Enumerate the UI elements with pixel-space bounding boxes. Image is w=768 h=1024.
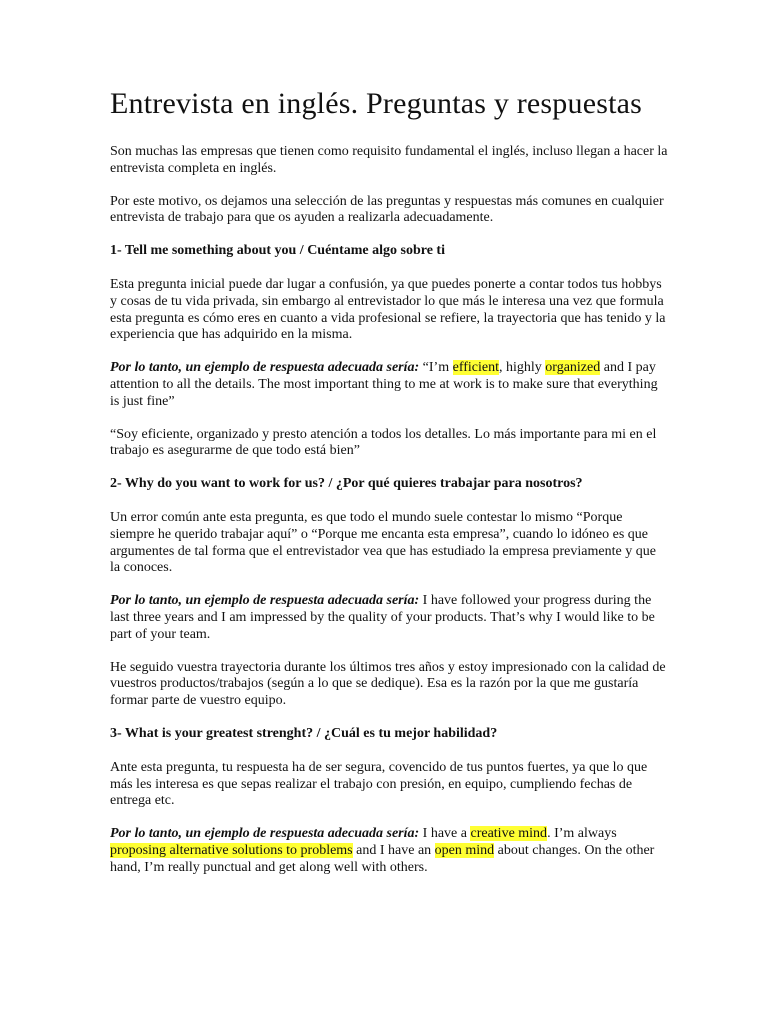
- intro-paragraph-1: Son muchas las empresas que tienen como requisito fundamental el inglés, incluso llegan a hacer la entrevista completa en inglés.: [110, 144, 668, 176]
- question-3-heading: 3- What is your greatest strenght? / ¿Cuál es tu mejor habilidad?: [110, 725, 498, 741]
- answer-text: and I have an: [352, 842, 435, 858]
- question-1-answer: [110, 360, 668, 410]
- highlight: open mind: [434, 842, 495, 858]
- answer-text: and I pay attention to all the details. The most important thing to me at work is to make sure that everything is just fine”: [110, 360, 658, 409]
- answer-text: I have a: [419, 826, 471, 842]
- document-title: Entrevista en inglés. Preguntas y respuestas: [110, 87, 643, 120]
- answer-lead: Por lo tanto, un ejemplo de respuesta adecuada sería:: [110, 360, 420, 376]
- question-3-explanation: Ante esta pregunta, tu respuesta ha de ser segura, covencido de tus puntos fuertes, ya que lo que más les interesa es que sepas realizar el trabajo con presión, en equipo, cumpliendo fechas de entrega etc.: [110, 759, 648, 809]
- question-1-translation: “Soy eficiente, organizado y presto atención a todos los detalles. Lo más importante para mi en el trabajo es asegurarme de que todo está bien”: [110, 426, 657, 459]
- question-1-explanation: Esta pregunta inicial puede dar lugar a confusión, ya que puedes ponerte a contar todos tus hobbys y cosas de tu vida privada, sin embargo al entrevistador lo que más le interesa una vez que formula esta pregunta es cómo eres en cuanto a vida profesional se refiere, la trayectoria que has tenido y la experiencia que has adquirido en la misma.: [110, 276, 666, 343]
- question-1-heading: 1- Tell me something about you / Cuéntame algo sobre ti: [110, 243, 445, 259]
- answer-lead: Por lo tanto, un ejemplo de respuesta adecuada sería:: [110, 593, 420, 609]
- question-2-translation: He seguido vuestra trayectoria durante los últimos tres años y estoy impresionado con la calidad de vuestros productos/trabajos (según a lo que se dedique). Esa es la razón por la que me gustaría formar parte de vuestro equipo.: [110, 659, 666, 709]
- highlight: efficient: [452, 360, 499, 376]
- intro-paragraph-2: Por este motivo, os dejamos una selección de las preguntas y respuestas más comunes en cualquier entrevista de trabajo para que os ayuden a realizarla adecuadamente.: [110, 193, 664, 226]
- question-3-answer: [110, 826, 668, 876]
- answer-text: “I’m: [419, 360, 453, 376]
- answer-text: . I’m always: [547, 826, 617, 842]
- question-2-answer: [110, 593, 668, 643]
- question-2-heading: 2- Why do you want to work for us? / ¿Por qué quieres trabajar para nosotros?: [110, 476, 583, 492]
- answer-lead: Por lo tanto, un ejemplo de respuesta adecuada sería:: [110, 826, 420, 842]
- highlight: creative mind: [470, 826, 548, 842]
- answer-text: , highly: [499, 360, 546, 376]
- highlight: organized: [545, 360, 601, 376]
- answer-text: about changes. On the other hand, I’m really punctual and get along well with others.: [110, 842, 655, 875]
- highlight: proposing alternative solutions to problems: [110, 842, 353, 858]
- answer-text: I have followed your progress during the last three years and I am impressed by the quality of your products. That’s why I would like to be part of your team.: [110, 593, 655, 642]
- question-2-explanation: Un error común ante esta pregunta, es que todo el mundo suele contestar lo mismo “Porque siempre he querido trabajar aquí” o “Porque me encanta esta empresa”, cuando lo idóneo es que argumentes de tal forma que el entrevistador vea que has estudiado la empresa previamente y que la conoces.: [110, 509, 656, 576]
